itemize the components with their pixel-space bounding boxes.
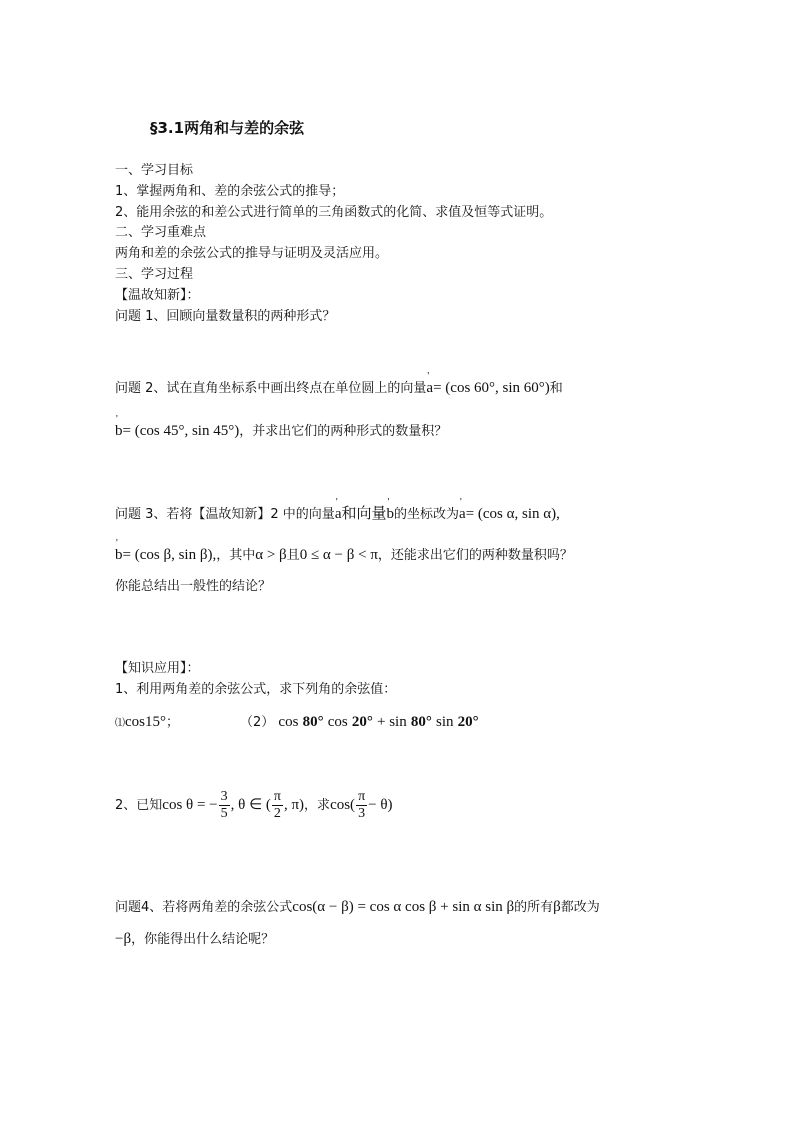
- fraction-3-5: [219, 789, 230, 822]
- q2-a-expr: = (cos 60°, sin 60°): [433, 380, 550, 396]
- exercise-1-part2: [240, 713, 479, 732]
- ex2-cos2: cos(: [330, 797, 356, 813]
- vector-a: ' a: [426, 379, 433, 397]
- fraction-numerator: π: [273, 789, 281, 804]
- ex1-p1-expr: cos15°: [125, 714, 166, 730]
- q4-text: 问题4、若将两角差的余弦公式: [115, 900, 293, 915]
- fraction-pi-2: [272, 789, 283, 822]
- q3-mid: 的坐标改为: [394, 507, 460, 522]
- vector-b: ' b: [387, 505, 395, 523]
- q3-cond2: 0 ≤ α − β < π: [299, 547, 378, 563]
- exercise-1-part1: [115, 713, 179, 733]
- ex1-p2-cos: cos: [278, 714, 299, 730]
- ex2-cos: cos θ = −: [162, 797, 218, 813]
- question-4-line1: [115, 898, 600, 917]
- vector-b: ' b: [115, 546, 123, 564]
- fraction-numerator: 3: [220, 789, 228, 804]
- q4-neg-beta: −β: [115, 931, 132, 947]
- ex1-p2-cos2: cos: [327, 714, 348, 730]
- section-process: 三、学习过程: [115, 267, 194, 282]
- ex1-p2-20b: 20°: [457, 714, 479, 730]
- q3-cond1: α > β: [255, 547, 287, 563]
- q3-tail: ，还能求出它们的两种数量积吗？: [377, 548, 573, 563]
- q2-and: 和: [549, 381, 563, 396]
- fraction-pi-3: [356, 789, 367, 822]
- goal-1: 1、掌握两角和、差的余弦公式的推导；: [115, 184, 345, 199]
- review-heading: 【温故知新】：: [115, 288, 200, 303]
- fraction-numerator: π: [358, 789, 366, 804]
- ex2-pi: , π): [283, 797, 305, 813]
- ex1-p1-index: ⑴: [115, 718, 125, 729]
- q4-end: ，你能得出什么结论呢？: [131, 932, 275, 947]
- fraction-denominator: 2: [273, 806, 281, 821]
- q3-a-expr: = (cos α, sin α),: [465, 506, 560, 522]
- apply-heading: 【知识应用】：: [115, 661, 200, 676]
- q2-tail: ，并求出它们的两种形式的数量积？: [239, 424, 448, 439]
- q2-b-expr: = (cos 45°, sin 45°): [122, 423, 240, 439]
- exercise-2: [115, 786, 393, 825]
- q3-text: 问题 3、若将【温故知新】2 中的向量: [115, 507, 335, 522]
- ex2-tail: − θ): [368, 797, 393, 813]
- question-2-line2: [115, 422, 447, 441]
- ex1-p2-80b: 80°: [410, 714, 432, 730]
- question-3-line2: [115, 546, 573, 565]
- ex2-ask: ，求: [304, 798, 331, 813]
- q4-tail: 都改为: [560, 900, 600, 915]
- question-1: 问题 1、回顾向量数量积的两种形式？: [115, 309, 336, 324]
- ex2-theta: , θ ∈ (: [230, 797, 271, 813]
- q2-text: 问题 2、试在直角坐标系中画出终点在单位圆上的向量: [115, 381, 427, 396]
- q4-beta: β: [553, 899, 561, 915]
- q3-b-expr: = (cos β, sin β),: [122, 547, 217, 563]
- question-3-conclude: 你能总结出一般性的结论？: [115, 579, 272, 594]
- ex1-p2-plus: + sin: [376, 714, 407, 730]
- goal-2: 2、能用余弦的和差公式进行简单的三角函数式的化简、求值及恒等式证明。: [115, 205, 553, 220]
- fraction-denominator: 3: [358, 806, 366, 821]
- question-4-line2: [115, 930, 274, 949]
- ex1-p2-index: （2）: [240, 715, 275, 730]
- page-title: §3.1两角和与差的余弦: [150, 119, 305, 137]
- q4-formula: cos(α − β) = cos α cos β + sin α sin β: [292, 899, 515, 915]
- ex1-p2-sin: sin: [435, 714, 454, 730]
- q4-mid: 的所有: [514, 900, 554, 915]
- ex1-p2-80a: 80°: [302, 714, 324, 730]
- ex1-p2-20a: 20°: [351, 714, 373, 730]
- section-key-points: 二、学习重难点: [115, 225, 207, 240]
- fraction-denominator: 5: [220, 806, 228, 821]
- section-learning-goals: 一、学习目标: [115, 163, 194, 178]
- q3-comma: ，其中: [216, 548, 256, 563]
- question-3-line1: [115, 505, 560, 524]
- vector-a: ' a: [335, 505, 342, 523]
- question-2-line1: [115, 379, 563, 398]
- vector-b: ' b: [115, 422, 123, 440]
- q3-and-vec: 和向量: [341, 506, 387, 522]
- exercise-1: 1、利用两角差的余弦公式，求下列角的余弦值：: [115, 682, 397, 697]
- vector-a: ' a: [459, 505, 466, 523]
- key-point-text: 两角和差的余弦公式的推导与证明及灵活应用。: [115, 246, 389, 261]
- ex2-pre: 2、已知: [115, 798, 163, 813]
- ex1-p1-sep: ；: [166, 715, 180, 730]
- q3-qie: 且: [286, 548, 300, 563]
